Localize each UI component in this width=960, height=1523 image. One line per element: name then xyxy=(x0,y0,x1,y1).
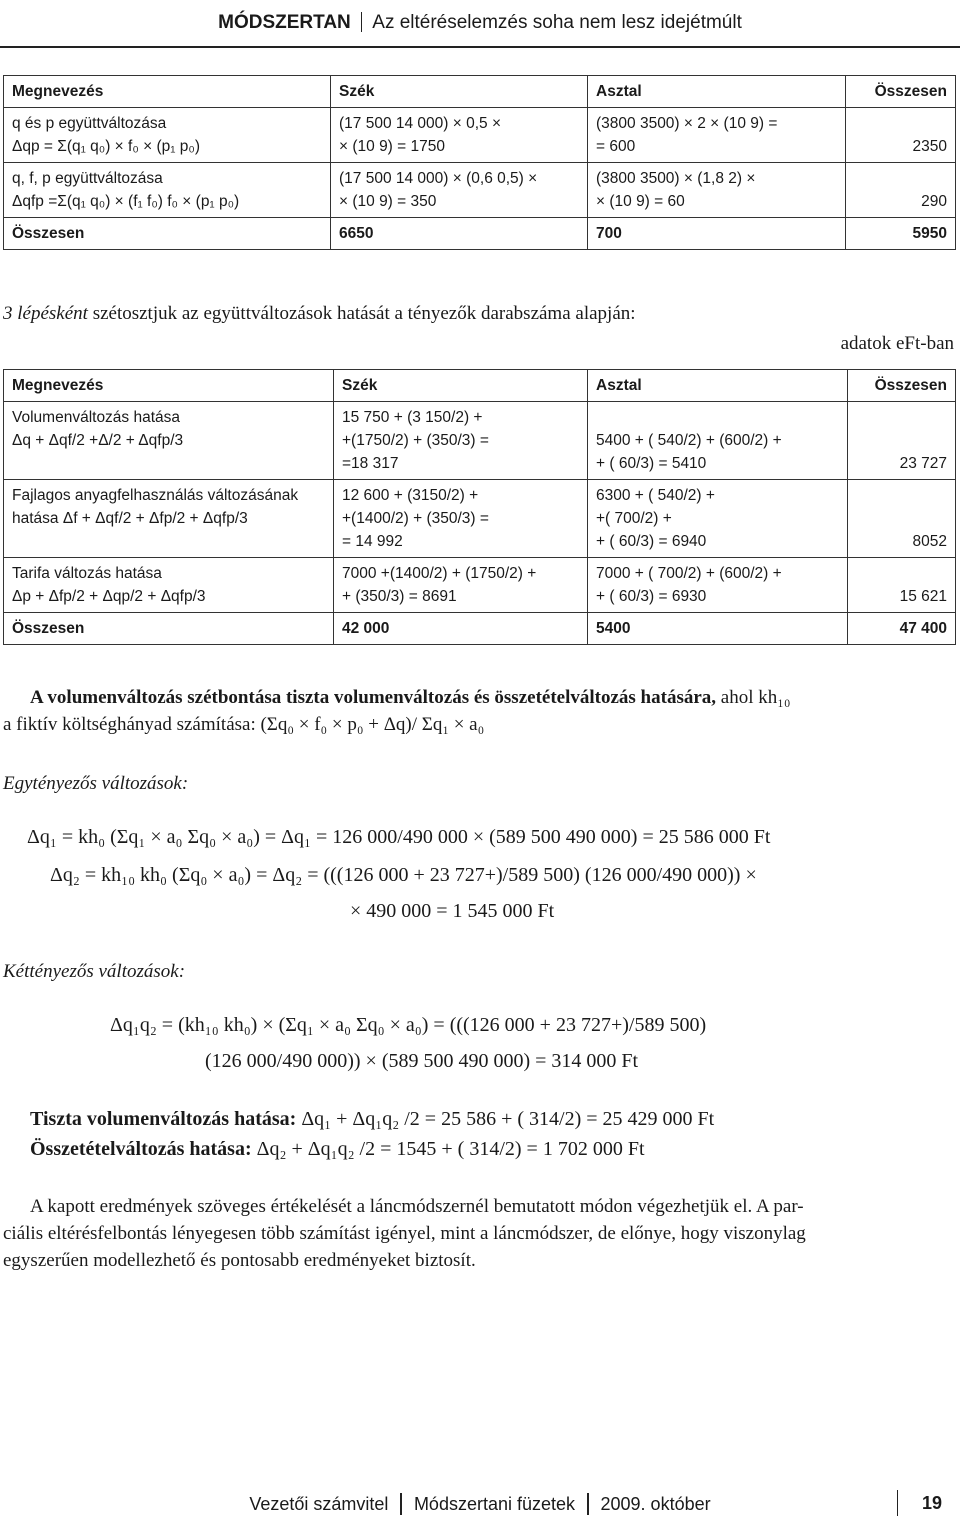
closing-line1: A kapott eredmények szöveges értékelését a láncmódszernél bemutatott módon végezhetjük el. A par- xyxy=(30,1196,804,1217)
cell-line: Δq + Δqf/2 +Δ/2 + Δqfp/3 xyxy=(12,432,184,449)
cell-line: = 14 992 xyxy=(342,533,403,550)
header-rule xyxy=(0,46,960,48)
row-name xyxy=(4,163,331,218)
equation-dq1q2-cont: (126 000/490 000)) × (589 500 490 000) = 314 000 Ft xyxy=(205,1050,639,1072)
cell-line: × (10 9) = 60 xyxy=(596,193,685,210)
cell-line: q, f, p együttváltozása xyxy=(12,170,163,187)
footer-journal: Vezetői számvitel xyxy=(249,1494,389,1514)
col-header-name: Megnevezés xyxy=(4,370,334,402)
equation-dq1: Δq₁ = kh₀ (Σq₁ × a₀ Σq₀ × a₀) = Δq₁ = 126 000/490 000 × (589 500 490 000) = 25 586 000 Ft xyxy=(27,826,771,848)
table-header-row xyxy=(4,370,956,402)
equation-dq2: Δq₂ = kh₁₀ kh₀ (Σq₀ × a₀) = Δq₂ = (((126 000 + 23 727+)/589 500) (126 000/490 000)) × xyxy=(50,864,757,886)
table-joint-changes xyxy=(3,75,956,250)
cell-line xyxy=(596,406,839,429)
col-header-total: Összesen xyxy=(848,370,956,402)
table-row xyxy=(4,480,956,558)
cell-line: 5400 + ( 540/2) + (600/2) + xyxy=(596,432,782,449)
sum-label: Összesen xyxy=(4,218,331,250)
cell-line: Volumenváltozás hatása xyxy=(12,409,181,426)
page-footer xyxy=(0,1493,960,1515)
header-separator xyxy=(361,12,363,32)
row-asztal xyxy=(588,558,848,613)
cell-line: 7000 + ( 700/2) + (600/2) + xyxy=(596,565,782,582)
row-szek xyxy=(334,558,588,613)
volumen-rest: ahol kh₁₀ xyxy=(720,687,791,708)
cell-line: + ( 60/3) = 5410 xyxy=(596,455,707,472)
cell-line: 12 600 + (3150/2) + xyxy=(342,487,479,504)
cell-line: × (10 9) = 1750 xyxy=(339,138,445,155)
cell-line: +(1750/2) + (350/3) = xyxy=(342,432,489,449)
row-name xyxy=(4,558,334,613)
row-name xyxy=(4,108,331,163)
row-asztal xyxy=(588,163,846,218)
row-asztal xyxy=(588,480,848,558)
cell-line: (3800 3500) × (1,8 2) × xyxy=(596,170,756,187)
cell-line: 7000 +(1400/2) + (1750/2) + xyxy=(342,565,537,582)
row-szek xyxy=(331,108,588,163)
table-sum-row xyxy=(4,613,956,645)
sum-asztal: 700 xyxy=(588,218,846,250)
sum-szek: 6650 xyxy=(331,218,588,250)
table-row xyxy=(4,402,956,480)
cell-line: + (350/3) = 8691 xyxy=(342,588,457,605)
footer-separator xyxy=(400,1493,402,1515)
footer-date: 2009. október xyxy=(600,1494,711,1514)
table-header-row xyxy=(4,76,956,108)
cell-line: Fajlagos anyagfelhasználás változásának xyxy=(12,487,299,504)
result-composition xyxy=(30,1138,645,1161)
intro-italic: 3 lépésként xyxy=(3,303,88,324)
footer-series: Módszertani füzetek xyxy=(413,1494,576,1514)
equation-dq2-cont: × 490 000 = 1 545 000 Ft xyxy=(350,900,555,922)
volumen-line2: a fiktív költséghányad számítása: (Σq₀ × f₀ × p₀ + Δq)/ Σq₁ × a₀ xyxy=(3,714,485,735)
header-article-title: Az eltéréselemzés soha nem lesz idejétmúlt xyxy=(372,12,742,33)
cell-line: + ( 60/3) = 6940 xyxy=(596,533,707,550)
col-header-asztal: Asztal xyxy=(588,76,846,108)
col-header-szek: Szék xyxy=(334,370,588,402)
sum-asztal: 5400 xyxy=(588,613,848,645)
table-distribution xyxy=(3,369,956,645)
comp-value: Δq₂ + Δq₁q₂ /2 = 1545 + ( 314/2) = 1 702 000 Ft xyxy=(256,1138,645,1160)
two-factor-heading: Kéttényezős változások: xyxy=(3,961,186,982)
row-szek xyxy=(331,163,588,218)
col-header-asztal: Asztal xyxy=(588,370,848,402)
table-row xyxy=(4,108,956,163)
cell-line: × (10 9) = 350 xyxy=(339,193,437,210)
table-row xyxy=(4,163,956,218)
sum-szek: 42 000 xyxy=(334,613,588,645)
row-total: 2350 xyxy=(846,108,956,163)
cell-line: q és p együttváltozása xyxy=(12,115,167,132)
page-number: 19 xyxy=(921,1493,942,1513)
cell-line: + ( 60/3) = 6930 xyxy=(596,588,707,605)
cell-line: = 600 xyxy=(596,138,636,155)
closing-paragraph xyxy=(3,1193,958,1274)
cell-line: +( 700/2) + xyxy=(596,510,672,527)
row-asztal xyxy=(588,108,846,163)
volumen-paragraph xyxy=(3,684,955,738)
row-name xyxy=(4,480,334,558)
row-szek xyxy=(334,480,588,558)
cell-line: (17 500 14 000) × 0,5 × xyxy=(339,115,502,132)
header-title xyxy=(0,12,960,34)
unit-note: adatok eFt-ban xyxy=(840,333,954,354)
footer-page-separator xyxy=(897,1490,899,1516)
row-asztal xyxy=(588,402,848,480)
cell-line: Δqfp =Σ(q₁ q₀) × (f₁ f₀) f₀ × (p₁ p₀) xyxy=(12,193,240,210)
equation-dq1q2: Δq₁q₂ = (kh₁₀ kh₀) × (Σq₁ × a₀ Σq₀ × a₀) = (((126 000 + 23 727+)/589 500) xyxy=(110,1014,707,1036)
cell-line: Tarifa változás hatása xyxy=(12,565,162,582)
footer-separator xyxy=(587,1493,589,1515)
intro-text: szétosztjuk az együttváltozások hatását a tényezők darabszáma alapján: xyxy=(92,303,636,324)
row-total: 23 727 xyxy=(848,402,956,480)
pure-label: Tiszta volumenváltozás hatása: xyxy=(30,1108,297,1130)
col-header-szek: Szék xyxy=(331,76,588,108)
table-row xyxy=(4,558,956,613)
pure-value: Δq₁ + Δq₁q₂ /2 = 25 586 + ( 314/2) = 25 429 000 Ft xyxy=(301,1108,715,1130)
intro-paragraph xyxy=(3,300,636,327)
cell-line: 6300 + ( 540/2) + xyxy=(596,487,715,504)
cell-line: (3800 3500) × 2 × (10 9) = xyxy=(596,115,778,132)
closing-line2: ciális eltérésfelbontás lényegesen több számítást igényel, mint a láncmódszer, de előnye, hogy viszonylag xyxy=(3,1223,806,1244)
row-total: 15 621 xyxy=(848,558,956,613)
sum-total: 47 400 xyxy=(848,613,956,645)
table-sum-row xyxy=(4,218,956,250)
cell-line: 15 750 + (3 150/2) + xyxy=(342,409,483,426)
row-total: 8052 xyxy=(848,480,956,558)
page-header xyxy=(0,0,960,47)
closing-line3: egyszerűen modellezhető és pontosabb eredményeket biztosít. xyxy=(3,1250,476,1271)
row-name xyxy=(4,402,334,480)
sum-label: Összesen xyxy=(4,613,334,645)
cell-line: +(1400/2) + (350/3) = xyxy=(342,510,489,527)
row-total: 290 xyxy=(846,163,956,218)
cell-line: (17 500 14 000) × (0,6 0,5) × xyxy=(339,170,538,187)
cell-line: Δqp = Σ(q₁ q₀) × f₀ × (p₁ p₀) xyxy=(12,138,200,155)
cell-line: hatása Δf + Δqf/2 + Δfp/2 + Δqfp/3 xyxy=(12,510,248,527)
volumen-bold: A volumenváltozás szétbontása tiszta volumenváltozás és összetételváltozás hatására, xyxy=(30,687,717,708)
comp-label: Összetételváltozás hatása: xyxy=(30,1138,252,1160)
result-pure-volume xyxy=(30,1108,714,1131)
col-header-name: Megnevezés xyxy=(4,76,331,108)
single-factor-heading: Egytényezős változások: xyxy=(3,773,189,794)
cell-line: Δp + Δfp/2 + Δqp/2 + Δqfp/3 xyxy=(12,588,206,605)
sum-total: 5950 xyxy=(846,218,956,250)
cell-line: =18 317 xyxy=(342,455,399,472)
header-section: MÓDSZERTAN xyxy=(218,12,351,33)
row-szek xyxy=(334,402,588,480)
col-header-total: Összesen xyxy=(846,76,956,108)
